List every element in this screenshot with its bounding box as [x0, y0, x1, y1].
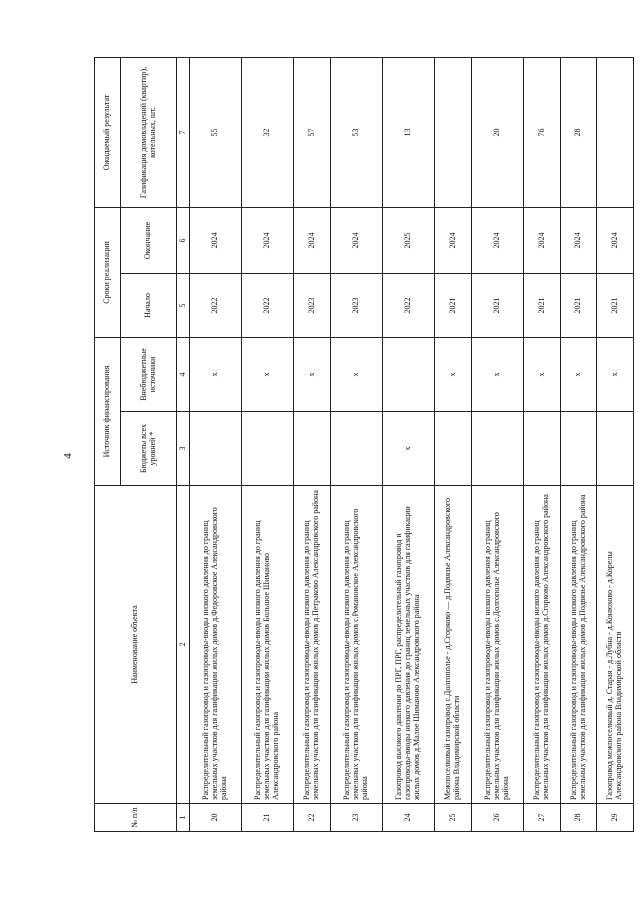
object-name: Распределительный газопровод и газопроводы-вводы низкого давления до границ земельных участков для газификации жилых домов д.Петраково Александровского района — [294, 486, 331, 804]
row-number: 29 — [597, 804, 634, 832]
start-cell: 2021 — [524, 273, 561, 337]
end-cell: 2024 — [524, 207, 561, 273]
result-cell: 57 — [294, 57, 331, 207]
header-extra: Внебюджетные источники — [121, 337, 177, 411]
row-number: 27 — [524, 804, 561, 832]
row-number: 23 — [331, 804, 383, 832]
extra-cell: x — [331, 337, 383, 411]
start-cell: 2023 — [331, 273, 383, 337]
page-number: 4 — [62, 453, 74, 459]
header-end: Окончание — [121, 207, 177, 273]
table-row — [435, 57, 472, 831]
start-cell: 2022 — [190, 273, 242, 337]
extra-cell: x — [472, 337, 524, 411]
budget-cell: x — [383, 412, 435, 486]
extra-cell: x — [560, 337, 597, 411]
row-number: 26 — [472, 804, 524, 832]
start-cell: 2023 — [294, 273, 331, 337]
rotated-table-container — [94, 58, 634, 832]
column-number: 4 — [177, 337, 190, 411]
start-cell: 2021 — [597, 273, 634, 337]
table-row — [294, 57, 331, 831]
column-number: 7 — [177, 57, 190, 207]
table-row — [383, 57, 435, 831]
result-cell — [435, 57, 472, 207]
row-number: 28 — [560, 804, 597, 832]
start-cell: 2021 — [560, 273, 597, 337]
table-row — [472, 57, 524, 831]
result-cell: 76 — [524, 57, 561, 207]
end-cell: 2024 — [435, 207, 472, 273]
extra-cell: x — [242, 337, 294, 411]
start-cell: 2022 — [383, 273, 435, 337]
header-budget: Бюджеты всех уровней * — [121, 412, 177, 486]
table-row — [242, 57, 294, 831]
budget-cell — [560, 412, 597, 486]
object-name: Газопровод высокого давления до ПРГ, ПРГ, распределительный газопровод и газопроводы-вводы низкого давления до границ земельных участков для газификации жилых домов д.Малое Шиманово Александровского района — [383, 486, 435, 804]
extra-cell: x — [294, 337, 331, 411]
object-name: Распределительный газопровод и газопроводы-вводы низкого давления до границ земельных участков для газификации жилых домов Большое Шиманово Александровского района — [242, 486, 294, 804]
row-number: 21 — [242, 804, 294, 832]
end-cell: 2024 — [242, 207, 294, 273]
table-row — [190, 57, 242, 831]
budget-cell — [524, 412, 561, 486]
extra-cell: x — [597, 337, 634, 411]
table-row — [524, 57, 561, 831]
row-number: 20 — [190, 804, 242, 832]
object-name: Распределительный газопровод и газопроводы-вводы низкого давления до границ земельных участков для газификации жилых домов с.Долгополье Александровского района — [472, 486, 524, 804]
extra-cell: x — [435, 337, 472, 411]
object-name: Распределительный газопровод и газопроводы-вводы низкого давления до границ земельных участков для газификации жилых домов д.Подвязье Александровского района — [560, 486, 597, 804]
end-cell: 2024 — [331, 207, 383, 273]
header-result: Газификация домовладений (квартир), котельных, шт. — [121, 57, 177, 207]
column-number: 5 — [177, 273, 190, 337]
end-cell: 2024 — [597, 207, 634, 273]
column-number: 1 — [177, 804, 190, 832]
budget-cell — [472, 412, 524, 486]
header-result-group: Ожидаемый результат — [95, 57, 121, 207]
row-number: 22 — [294, 804, 331, 832]
header-finance-group: Источник финансирования — [95, 337, 121, 485]
budget-cell — [190, 412, 242, 486]
budget-cell — [435, 412, 472, 486]
budget-cell — [294, 412, 331, 486]
object-name: Распределительный газопровод и газопроводы-вводы низкого давления до границ земельных участков для газификации жилых домов д.Сгорково Александровского района — [524, 486, 561, 804]
end-cell: 2024 — [560, 207, 597, 273]
result-cell: 53 — [331, 57, 383, 207]
result-cell: 32 — [242, 57, 294, 207]
column-number: 3 — [177, 412, 190, 486]
header-name: Наименование объекта — [95, 486, 177, 804]
header-num: № п/п — [95, 804, 177, 832]
object-name: Распределительный газопровод и газопроводы-вводы низкого давления до границ земельных участков для газификации жилых домов д.Федоровское Александровского района — [190, 486, 242, 804]
table-row — [597, 57, 634, 831]
column-number-row — [177, 57, 190, 831]
column-number: 6 — [177, 207, 190, 273]
end-cell: 2025 — [383, 207, 435, 273]
header-start: Начало — [121, 273, 177, 337]
result-cell: 55 — [190, 57, 242, 207]
row-number: 25 — [435, 804, 472, 832]
start-cell: 2021 — [435, 273, 472, 337]
end-cell: 2024 — [472, 207, 524, 273]
result-cell: 20 — [472, 57, 524, 207]
object-name: Распределительный газопровод и газопроводы-вводы низкого давления до границ земельных участков для газификации жилых домов с.Романовское Александровского района — [331, 486, 383, 804]
table-row — [331, 57, 383, 831]
budget-cell — [597, 412, 634, 486]
start-cell: 2021 — [472, 273, 524, 337]
start-cell: 2022 — [242, 273, 294, 337]
end-cell: 2024 — [190, 207, 242, 273]
column-number: 2 — [177, 486, 190, 804]
result-cell — [597, 57, 634, 207]
header-terms-group: Сроки реализации — [95, 207, 121, 337]
budget-cell — [331, 412, 383, 486]
row-number: 24 — [383, 804, 435, 832]
objects-table — [94, 57, 634, 832]
extra-cell: x — [190, 337, 242, 411]
object-name: Межпоселковый газопровод с.Долгополье - д.Сгорково — д.Подвязье Александровского района Владимирской области — [435, 486, 472, 804]
extra-cell: x — [524, 337, 561, 411]
end-cell: 2024 — [294, 207, 331, 273]
result-cell: 13 — [383, 57, 435, 207]
budget-cell — [242, 412, 294, 486]
object-name: Газопровод межпоселковый д. Старая - д.Лубна - д.Конюхово - д.Корелы Александровского района Владимирской области — [597, 486, 634, 804]
table-row — [560, 57, 597, 831]
extra-cell — [383, 337, 435, 411]
result-cell: 28 — [560, 57, 597, 207]
